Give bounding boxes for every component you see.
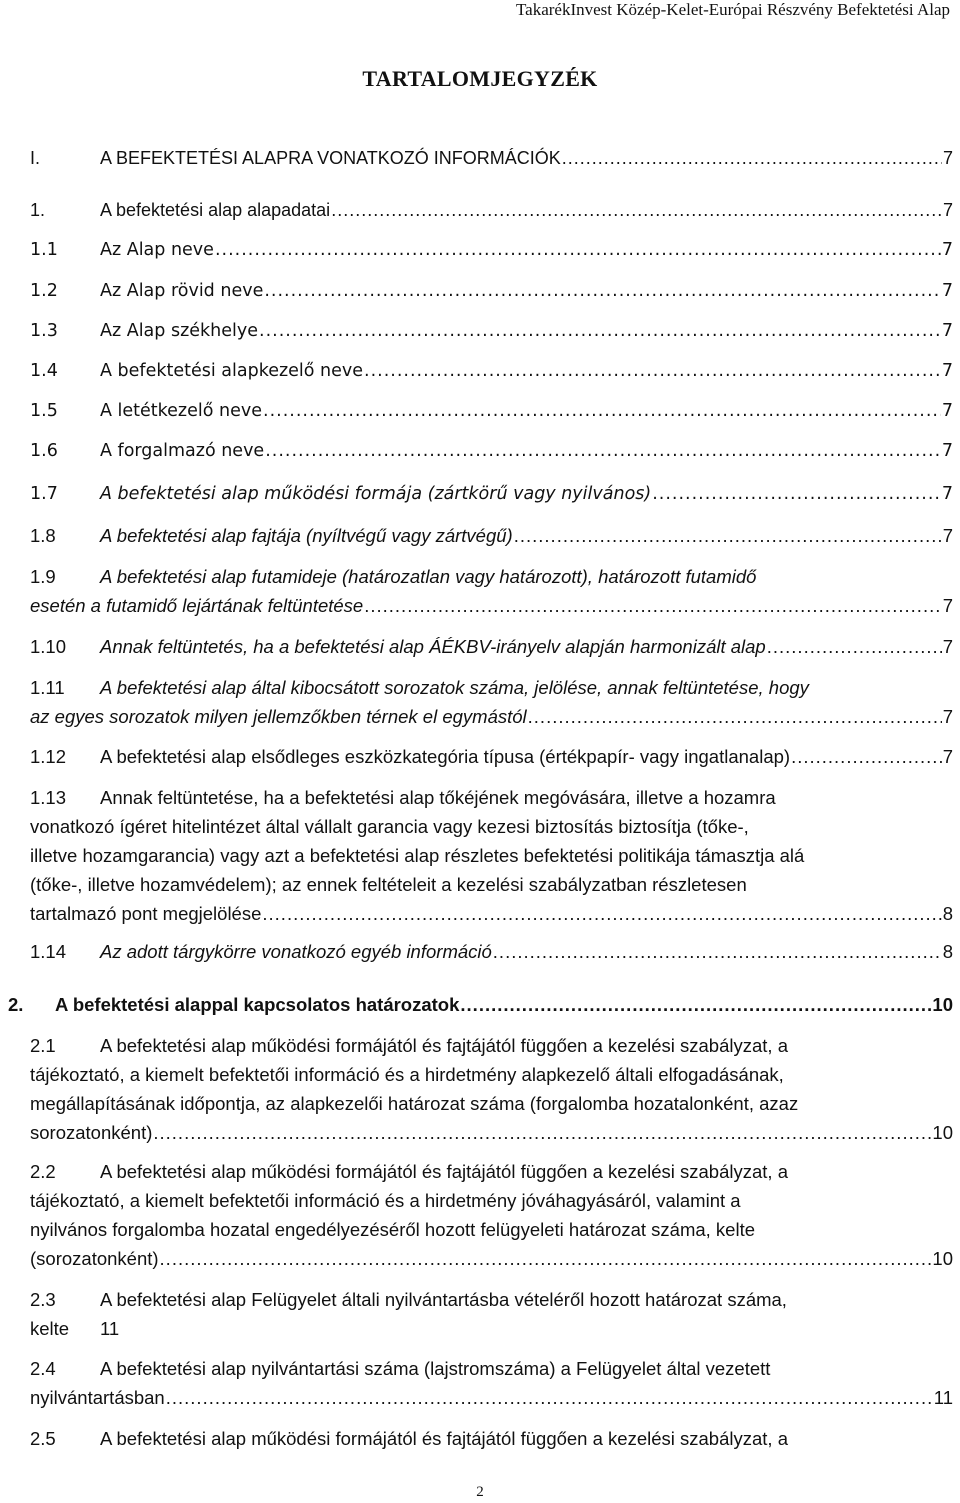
dot-leader (364, 591, 941, 620)
page-number: 2 (476, 1484, 484, 1500)
toc-entry-1-2[interactable]: 1.2 Az Alap rövid neve ..... 7 (30, 277, 953, 306)
toc-entry-2-4[interactable]: 2.4 A befektetési alap nyilvántartási száma (lajstromszáma) a Felügyelet által vezetett nyilvántartásban ..... 11 (30, 1354, 953, 1412)
dot-leader (791, 742, 942, 771)
running-header: TakarékInvest Közép-Kelet-Európai Részvény Befektetési Alap (515, 0, 950, 19)
dot-leader (562, 144, 942, 173)
dot-leader (265, 437, 941, 466)
toc-entry-2-5[interactable]: 2.5 A befektetési alap működési formájától és fajtájától függően a kezelési szabályzat, a (30, 1428, 788, 1449)
dot-leader (767, 632, 942, 661)
dot-leader (331, 196, 942, 225)
dot-leader (166, 1383, 933, 1412)
toc-page-number: 7 (942, 200, 953, 220)
toc-entry-1-5[interactable]: 1.5 A letétkezelő neve ..... 7 (30, 397, 953, 426)
toc-entry-2[interactable]: 2. A befektetési alappal kapcsolatos határozatok ..... 10 (8, 990, 953, 1019)
toc-entry-1-6[interactable]: 1.6 A forgalmazó neve ..... 7 (30, 437, 953, 466)
toc-entry-2-3[interactable]: 2.3 A befektetési alap Felügyelet általi nyilvántartásba vételéről hozott határozat száma, kelte 11 (30, 1289, 787, 1339)
toc-entry-1[interactable]: 1. A befektetési alap alapadatai ..... 7 (30, 196, 953, 225)
dot-leader (153, 1118, 931, 1147)
dot-leader (263, 397, 941, 426)
toc-entry-1-3[interactable]: 1.3 Az Alap székhelye ..... 7 (30, 317, 953, 346)
toc-entry-1-9[interactable]: 1.9 A befektetési alap futamideje (határozatlan vagy határozott), határozott futamidő esetén a futamidő lejártának feltüntetése ..... 7 (30, 562, 953, 620)
toc-entry-1-11[interactable]: 1.11 A befektetési alap által kibocsátott sorozatok száma, jelölése, annak feltüntetése, hogy az egyes sorozatok milyen jellemzőkben térnek el egymástól ..... 7 (30, 673, 953, 731)
dot-leader (528, 702, 942, 731)
toc-entry-text: A befektetési alap alapadatai (100, 200, 331, 220)
dot-leader (364, 357, 941, 386)
toc-entry-1-8[interactable]: 1.8 A befektetési alap fajtája (nyíltvégű vagy zártvégű) ..... 7 (30, 521, 953, 550)
toc-entry-1-4[interactable]: 1.4 A befektetési alapkezelő neve ..... 7 (30, 357, 953, 386)
dot-leader (259, 317, 941, 346)
toc-title: TARTALOMJEGYZÉK (362, 66, 598, 91)
dot-leader (215, 236, 941, 265)
toc-entry-1-12[interactable]: 1.12 A befektetési alap elsődleges eszközkategória típusa (értékpapír- vagy ingatlanalap) ..... 7 (30, 742, 953, 771)
toc-entry-I[interactable]: I. A BEFEKTETÉSI ALAPRA VONATKOZÓ INFORMÁCIÓK ..... 7 (30, 144, 953, 173)
dot-leader (262, 899, 941, 928)
toc-entry-1-10[interactable]: 1.10 Annak feltüntetés, ha a befektetési alap ÁÉKBV-irányelv alapján harmonizált alap ..... 7 (30, 632, 953, 661)
toc-page-number: 7 (942, 148, 953, 168)
toc-entry-2-2[interactable]: 2.2 A befektetési alap működési formájától és fajtájától függően a kezelési szabályzat, a tájékoztató, a kiemelt befektetői információ és a hirdetmény jóváhagyásáról, valamint a nyilvános forgalomba hozatal engedélyezéséről hozott felügyeleti határozat száma, kelte (sorozatonként) ..... 10 (30, 1157, 953, 1273)
dot-leader (264, 277, 941, 306)
dot-leader (160, 1244, 932, 1273)
toc-entry-1-7[interactable]: 1.7 A befektetési alap működési formája (zártkörű vagy nyilvános) ..... 7 (30, 480, 953, 509)
dot-leader (652, 480, 941, 509)
toc-entry-1-1[interactable]: 1.1 Az Alap neve ..... 7 (30, 236, 953, 265)
toc-entry-1-14[interactable]: 1.14 Az adott tárgykörre vonatkozó egyéb információ ..... 8 (30, 937, 953, 966)
dot-leader (460, 990, 931, 1019)
dot-leader (493, 937, 942, 966)
toc-entry-text: A BEFEKTETÉSI ALAPRA VONATKOZÓ INFORMÁCIÓK (100, 148, 561, 168)
toc-entry-1-13[interactable]: 1.13 Annak feltüntetése, ha a befektetési alap tőkéjének megóvására, illetve a hozamra vonatkozó ígéret hitelintézet által vállalt garancia vagy kezesi biztosítás biztosítja (tőke-, illetve hozamgarancia) vagy azt a befektetési alap részletes befektetési politikája támasztja alá (tőke-, illetve hozamvédelem); az ennek feltételeit a kezelési szabályzatban részletesen tartalmazó pont megjelölése ..... 8 (30, 783, 953, 928)
toc-entry-2-1[interactable]: 2.1 A befektetési alap működési formájától és fajtájától függően a kezelési szabályzat, a tájékoztató, a kiemelt befektetői információ és a hirdetmény alapkezelő általi elfogadásának, megállapításának időpontja, az alapkezelői határozat száma (forgalomba hozatalonként, azaz sorozatonként) ..... 10 (30, 1031, 953, 1147)
dot-leader (514, 521, 942, 550)
